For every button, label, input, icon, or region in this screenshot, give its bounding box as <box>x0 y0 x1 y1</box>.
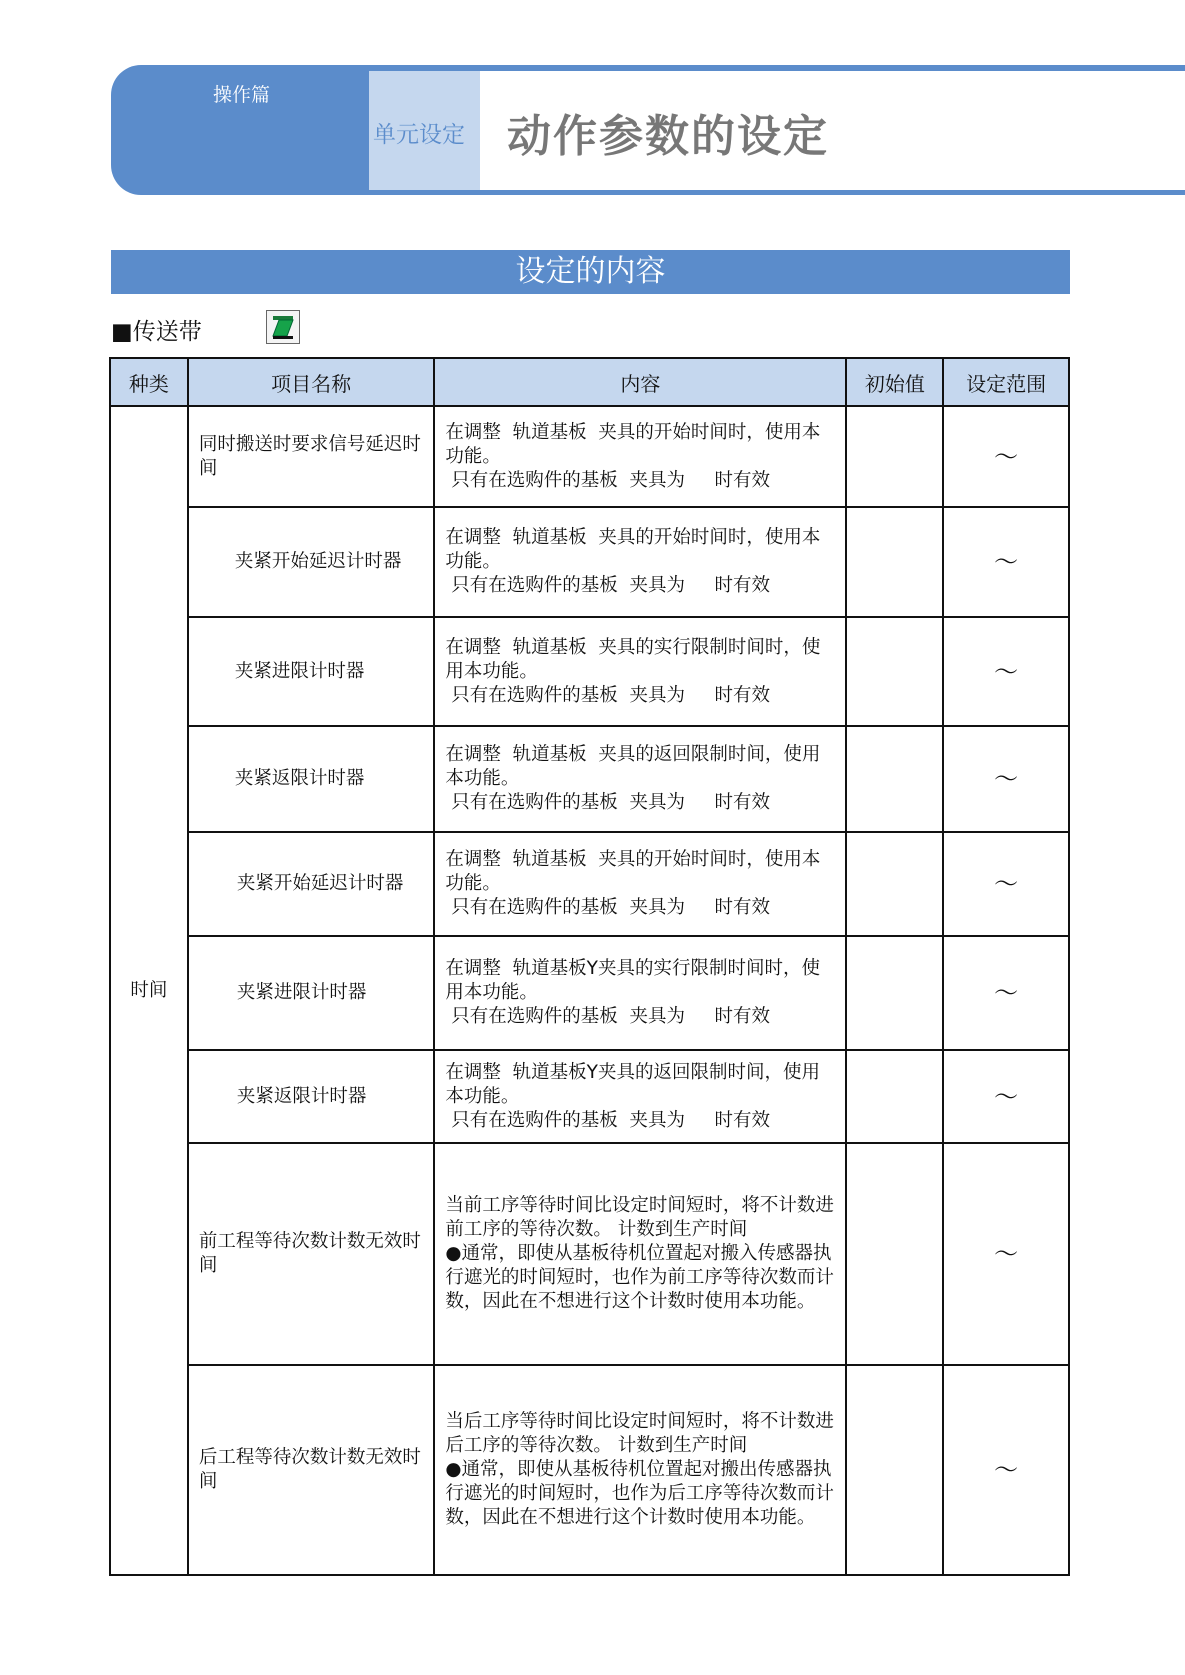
setting-range: ～ <box>943 1143 1069 1365</box>
initial-value <box>846 832 943 936</box>
content-cell <box>434 1050 846 1143</box>
item-name: 夹紧进限计时器 <box>188 936 435 1050</box>
table-row <box>110 406 1069 507</box>
setting-range: ～ <box>943 406 1069 507</box>
content-line: 在调整 轨道基板 夹具的开始时间时，使用本功能。 <box>445 421 821 467</box>
column-header: 初始值 <box>846 358 943 406</box>
content-cell <box>434 507 846 617</box>
content-cell <box>434 936 846 1050</box>
setting-range: ～ <box>943 1365 1069 1575</box>
initial-value <box>846 617 943 726</box>
table-row <box>110 1143 1069 1365</box>
content-line: 当后工序等待时间比设定时间短时，将不计数进后工序的等待次数。 计数到生产时间 <box>445 1411 834 1456</box>
content-line: 只有在选购件的基板 夹具为 时有效 <box>445 469 770 491</box>
content-line: 只有在选购件的基板 夹具为 时有效 <box>445 1006 770 1027</box>
content-line: 只有在选购件的基板 夹具为 时有效 <box>445 575 770 596</box>
table-row <box>110 1365 1069 1575</box>
table-row <box>110 726 1069 832</box>
table-row <box>110 936 1069 1050</box>
setting-range: ～ <box>943 617 1069 726</box>
content-line: 在调整 轨道基板 夹具的返回限制时间，使用本功能。 <box>445 744 821 789</box>
initial-value <box>846 1365 943 1575</box>
content-line: 只有在选购件的基板 夹具为 时有效 <box>445 1109 770 1131</box>
content-line: 只有在选购件的基板 夹具为 时有效 <box>445 792 770 813</box>
content-cell <box>434 617 846 726</box>
column-header: 设定范围 <box>943 358 1069 406</box>
item-name: 同时搬送时要求信号延迟时间 <box>188 406 435 507</box>
initial-value <box>846 936 943 1050</box>
content-line: 在调整 轨道基板Y夹具的返回限制时间，使用本功能。 <box>445 1061 820 1107</box>
item-name: 夹紧开始延迟计时器 <box>188 507 435 617</box>
initial-value <box>846 507 943 617</box>
column-header: 种类 <box>110 358 188 406</box>
unit-label: 单元设定 <box>373 122 465 148</box>
item-name: 夹紧返限计时器 <box>188 726 435 832</box>
item-name: 夹紧返限计时器 <box>188 1050 435 1143</box>
category-cell: 时间 <box>110 406 188 1575</box>
item-name: 后工程等待次数计数无效时间 <box>188 1365 435 1575</box>
content-cell <box>434 1365 846 1575</box>
content-cell <box>434 832 846 936</box>
content-line: 在调整 轨道基板Y夹具的实行限制时间时，使用本功能。 <box>445 958 820 1003</box>
initial-value <box>846 726 943 832</box>
initial-value <box>846 1143 943 1365</box>
conveyor-label: ■传送带 <box>111 319 202 345</box>
setting-range: ～ <box>943 726 1069 832</box>
content-line: 在调整 轨道基板 夹具的实行限制时间时，使用本功能。 <box>445 636 821 682</box>
content-line: ●通常，即使从基板待机位置起对搬入传感器执行遮光的时间短时，也作为前工序等待次数而计数，因此在不想进行这个计数时使用本功能。 <box>445 1243 834 1312</box>
setting-range: ～ <box>943 1050 1069 1143</box>
initial-value <box>846 406 943 507</box>
part-label: 操作篇 <box>213 84 271 106</box>
item-name: 夹紧进限计时器 <box>188 617 435 726</box>
page-title: 动作参数的设定 <box>507 111 829 162</box>
setting-range: ～ <box>943 936 1069 1050</box>
initial-value <box>846 1050 943 1143</box>
table-row <box>110 1050 1069 1143</box>
content-line: 当前工序等待时间比设定时间短时，将不计数进前工序的等待次数。 计数到生产时间 <box>445 1195 834 1240</box>
settings-table <box>109 357 1070 1576</box>
setting-range: ～ <box>943 507 1069 617</box>
content-line: 只有在选购件的基板 夹具为 时有效 <box>445 897 770 918</box>
table-row <box>110 832 1069 936</box>
content-line: 在调整 轨道基板 夹具的开始时间时，使用本功能。 <box>445 849 821 894</box>
content-cell <box>434 406 846 507</box>
conveyor-icon <box>266 310 300 344</box>
content-cell <box>434 1143 846 1365</box>
content-line: ●通常，即使从基板待机位置起对搬出传感器执行遮光的时间短时，也作为后工序等待次数而计数，因此在不想进行这个计数时使用本功能。 <box>445 1459 834 1528</box>
setting-range: ～ <box>943 832 1069 936</box>
column-header: 项目名称 <box>188 358 435 406</box>
table-row <box>110 507 1069 617</box>
content-cell <box>434 726 846 832</box>
column-header: 内容 <box>434 358 846 406</box>
table-row <box>110 617 1069 726</box>
content-line: 在调整 轨道基板 夹具的开始时间时，使用本功能。 <box>445 527 821 572</box>
item-name: 夹紧开始延迟计时器 <box>188 832 435 936</box>
content-line: 只有在选购件的基板 夹具为 时有效 <box>445 684 770 706</box>
item-name: 前工程等待次数计数无效时间 <box>188 1143 435 1365</box>
section-title: 设定的内容 <box>111 250 1070 294</box>
